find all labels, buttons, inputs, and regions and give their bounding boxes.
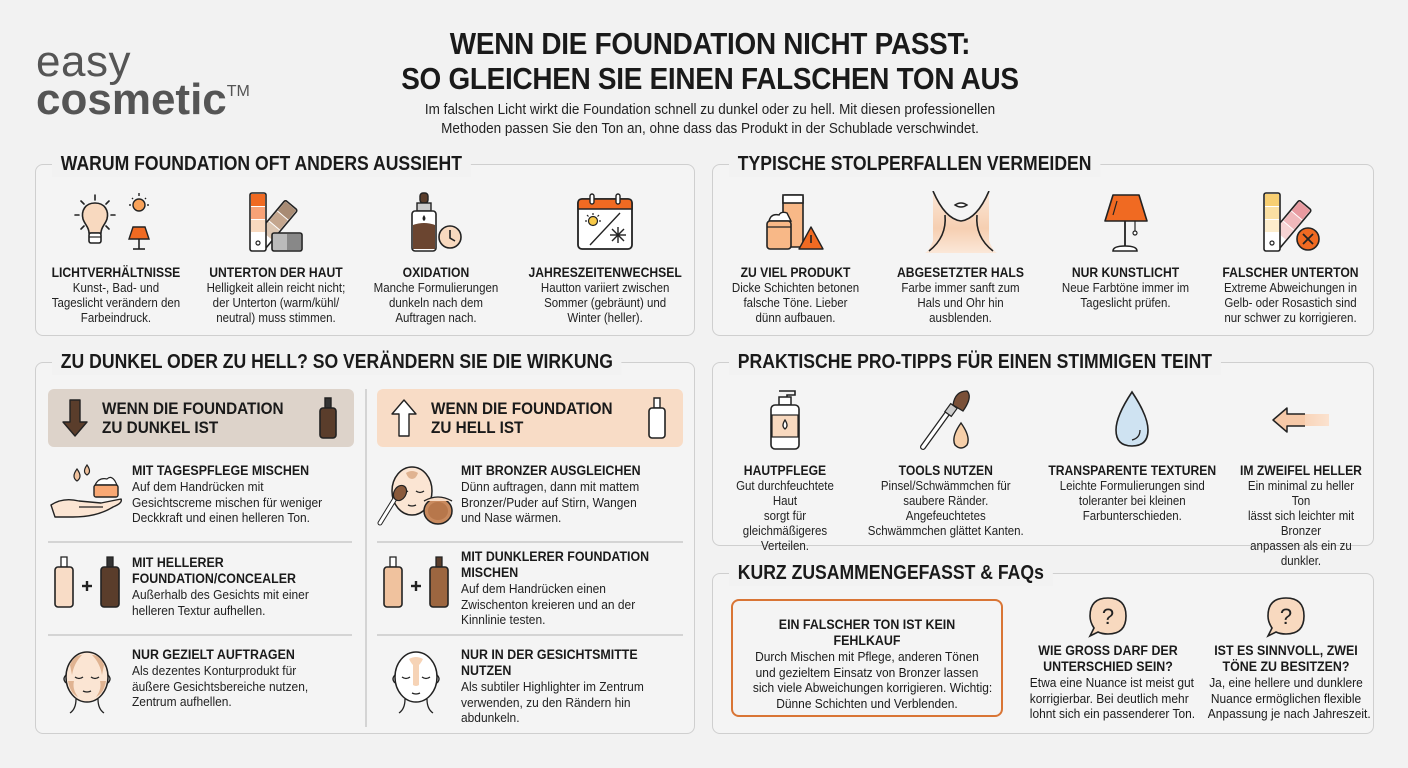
- why-item: [196, 189, 356, 326]
- item-title: LICHTVERHÄLTNISSE: [51, 265, 181, 280]
- tip-desc: Als dezentes Konturprodukt für äußere Gesichtsbereiche nutzen, Zentrum aufhellen.: [132, 663, 309, 709]
- page-subtitle: [395, 100, 1025, 138]
- dropper-bottle-clock-icon: [360, 189, 512, 255]
- item-title: JAHRESZEITENWECHSEL: [528, 265, 682, 280]
- too-light-band: [377, 389, 683, 447]
- faq-item: [1023, 596, 1196, 722]
- arrow-left-icon: [1233, 387, 1369, 453]
- item-desc: Helligkeit allein reicht nicht; der Unterton (warm/kühl/ neutral) muss stimmen.: [206, 281, 346, 325]
- calendar-season-icon: [520, 189, 690, 255]
- item-desc: Gut durchfeuchtete Haut sorgt für gleichmäßigeres Verteilen.: [736, 479, 834, 553]
- item-desc: Hautton variiert zwischen Sommer (gebräunt) und Winter (heller).: [540, 281, 670, 325]
- brand-line2: [36, 75, 250, 124]
- tip-item: [857, 387, 1035, 569]
- column-divider: [365, 389, 367, 727]
- pitfalls-title: TYPISCHE STOLPERFALLEN VERMEIDEN: [729, 151, 1100, 177]
- why-item: [516, 189, 694, 326]
- tip-desc: Auf dem Handrücken einen Zwischenton kreieren und an der Kinnlinie testen.: [461, 581, 636, 627]
- tips-title: PRAKTISCHE PRO-TIPPS FÜR EINEN STIMMIGEN TEINT: [729, 349, 1221, 375]
- question-bubble-icon: [1086, 596, 1130, 638]
- row-divider: [377, 541, 683, 543]
- item-desc: Neue Farbtöne immer im Tageslicht prüfen.: [1061, 281, 1190, 310]
- tip-title: MIT HELLERER FOUNDATION/CONCEALER: [132, 555, 296, 586]
- item-desc: Ein minimal zu heller Ton lässt sich leichter mit Bronzer anpassen als ein zu dunkler.: [1247, 479, 1355, 568]
- tip-title: NUR IN DER GESICHTSMITTE NUTZEN: [461, 647, 638, 678]
- brand-name: cosmetic: [36, 75, 227, 124]
- faq-title: KURZ ZUSAMMENGEFASST & FAQs: [729, 560, 1053, 586]
- svg-text:?: ?: [1279, 604, 1293, 629]
- tip-title: NUR GEZIELT AUFTRAGEN: [132, 647, 295, 662]
- item-title: UNTERTON DER HAUT: [209, 265, 343, 280]
- too-light-label: WENN DIE FOUNDATION ZU HELL IST: [431, 399, 613, 437]
- subtitle-line-1: Im falschen Licht wirkt die Foundation schnell zu dunkel oder zu hell. Mit diesen professionellen: [424, 101, 996, 118]
- pitfall-item: [1043, 189, 1208, 326]
- trademark: TM: [226, 83, 250, 100]
- item-title: FALSCHER UNTERTON: [1222, 265, 1359, 280]
- item-desc: Dicke Schichten betonen falsche Töne. Lieber dünn aufbauen.: [731, 281, 860, 325]
- title-line-1: WENN DIE FOUNDATION NICHT PASST:: [449, 26, 971, 61]
- dark-tip-row: [42, 555, 358, 618]
- page-header: [360, 26, 1060, 138]
- item-desc: Manche Formulierungen dunkeln nach dem Auftragen nach.: [373, 281, 499, 325]
- faq-item: [1201, 596, 1371, 722]
- tip-item: [1035, 387, 1230, 569]
- light-bottle-icon: [647, 396, 667, 440]
- dark-tip-row: [42, 463, 358, 526]
- color-swatch-icon: [200, 189, 352, 255]
- tip-desc: Als subtiler Highlighter im Zentrum verwenden, zu den Rändern hin abdunkeln.: [461, 679, 644, 725]
- item-title: ABGESETZTER HALS: [897, 265, 1024, 280]
- faq-answer: Etwa eine Nuance ist meist gut korrigierbar. Bei deutlich mehr lohnt sich ein passenderer Ton.: [1029, 675, 1196, 721]
- summary-desc: Durch Mischen mit Pflege, anderen Tönen und gezieltem Einsatz von Bronzer lassen sich viele Abweichungen korrigieren. Wichtig: Dünne Schichten und Verblenden.: [752, 649, 993, 711]
- pitfalls-panel: [712, 153, 1374, 336]
- faq-panel: [712, 562, 1374, 734]
- pitfall-item: [878, 189, 1043, 326]
- tip-item: [713, 387, 857, 569]
- page-title: [395, 26, 1025, 96]
- light-tip-row: [371, 647, 687, 726]
- tip-title: MIT BRONZER AUSGLEICHEN: [461, 463, 641, 478]
- adjust-title: ZU DUNKEL ODER ZU HELL? SO VERÄNDERN SIE DIE WIRKUNG: [52, 349, 622, 375]
- neck-icon: [882, 189, 1039, 255]
- item-title: TOOLS NUTZEN: [898, 463, 993, 478]
- item-desc: Pinsel/Schwämmchen für saubere Ränder. Angefeuchtetes Schwämmchen glättet Kanten.: [867, 479, 1024, 538]
- faq-question: IST ES SINNVOLL, ZWEI TÖNE ZU BESITZEN?: [1214, 643, 1358, 674]
- tip-title: MIT DUNKLERER FOUNDATION MISCHEN: [461, 549, 650, 580]
- light-plus-darker-bottles-icon: [371, 549, 461, 611]
- brush-sponge-icon: [861, 387, 1031, 453]
- summary-box: [731, 599, 1003, 717]
- why-panel: [35, 153, 695, 336]
- item-title: ZU VIEL PRODUKT: [740, 265, 851, 280]
- faq-question: WIE GROSS DARF DER UNTERSCHIED SEIN?: [1038, 643, 1178, 674]
- face-bronzer-brush-icon: [371, 463, 461, 527]
- row-divider: [48, 541, 352, 543]
- brand-logo: [36, 37, 250, 124]
- item-title: TRANSPARENTE TEXTUREN: [1047, 463, 1216, 478]
- water-drop-icon: [1039, 387, 1226, 453]
- face-center-highlight-icon: [371, 647, 461, 715]
- light-bulb-sun-lamp-icon: [40, 189, 192, 255]
- tip-item: [1229, 387, 1373, 569]
- item-title: HAUTPFLEGE: [743, 463, 827, 478]
- svg-text:?: ?: [1101, 604, 1115, 629]
- swatch-error-icon: [1212, 189, 1369, 255]
- question-bubble-icon: [1264, 596, 1308, 638]
- light-plus-dark-bottles-icon: [42, 555, 132, 611]
- pitfall-item: [713, 189, 878, 326]
- summary-title: EIN FALSCHER TON IST KEIN FEHLKAUF: [778, 617, 956, 648]
- too-dark-label: WENN DIE FOUNDATION ZU DUNKEL IST: [102, 399, 284, 437]
- arrow-down-icon: [62, 398, 88, 438]
- product-warning-icon: [717, 189, 874, 255]
- tip-desc: Auf dem Handrücken mit Gesichtscreme mischen für weniger Deckkraft und einen helleren Ton.: [132, 479, 323, 525]
- row-divider: [48, 634, 352, 636]
- item-title: IM ZWEIFEL HELLER: [1240, 463, 1362, 478]
- faq-answer: Ja, eine hellere und dunklere Nuance ermöglichen flexible Anpassung je nach Jahreszeit.: [1207, 675, 1371, 721]
- lamp-icon: [1047, 189, 1204, 255]
- why-item: [356, 189, 516, 326]
- pump-bottle-icon: [717, 387, 853, 453]
- light-tip-row: [371, 463, 687, 527]
- hand-cream-drops-icon: [42, 463, 132, 521]
- title-line-2: SO GLEICHEN SIE EINEN FALSCHEN TON AUS: [401, 61, 1019, 96]
- too-dark-band: [48, 389, 354, 447]
- tip-desc: Dünn auftragen, dann mit mattem Bronzer/Puder auf Stirn, Wangen und Nase wärmen.: [461, 479, 640, 525]
- item-title: NUR KUNSTLICHT: [1071, 265, 1180, 280]
- item-desc: Kunst-, Bad- und Tageslicht verändern den Farbeindruck.: [51, 281, 181, 325]
- tip-desc: Außerhalb des Gesichts mit einer helleren Textur aufhellen.: [132, 587, 309, 618]
- dark-bottle-icon: [318, 396, 338, 440]
- item-desc: Extreme Abweichungen in Gelb- oder Rosastich sind nur schwer zu korrigieren.: [1224, 281, 1357, 325]
- why-item: [36, 189, 196, 326]
- adjust-panel: [35, 351, 695, 734]
- item-desc: Leichte Formulierungen sind toleranter bei kleinen Farbunterschieden.: [1059, 479, 1205, 523]
- tips-panel: [712, 351, 1374, 568]
- face-contour-icon: [42, 647, 132, 715]
- subtitle-line-2: Methoden passen Sie den Ton an, ohne dass das Produkt in der Schublade verschwindet.: [441, 120, 979, 137]
- brand-line1: easy: [36, 37, 131, 86]
- dark-tip-row: [42, 647, 358, 715]
- tip-title: MIT TAGESPFLEGE MISCHEN: [132, 463, 310, 478]
- item-title: OXIDATION: [402, 265, 470, 280]
- pitfall-item: [1208, 189, 1373, 326]
- row-divider: [377, 634, 683, 636]
- item-desc: Farbe immer sanft zum Hals und Ohr hin ausblenden.: [901, 281, 1020, 325]
- arrow-up-icon: [391, 398, 417, 438]
- why-title: WARUM FOUNDATION OFT ANDERS AUSSIEHT: [52, 151, 471, 177]
- light-tip-row: [371, 549, 687, 628]
